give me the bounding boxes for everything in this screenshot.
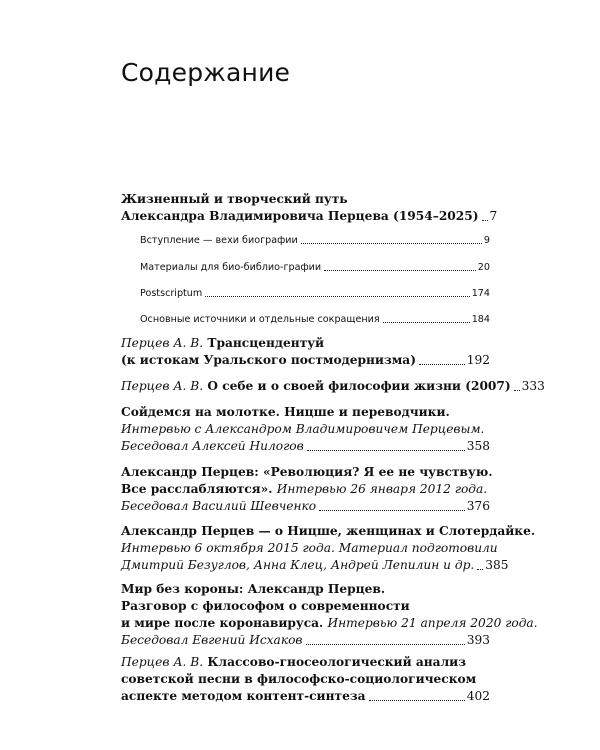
page-number: 385 <box>485 558 509 572</box>
toc-entry-nietzsche[interactable]: Александр Перцев — о Ницше, женщинах и Слотердайке. Интервью 6 октября 2015 года. Материал подготовили Дмитрий Безуглов, Анна Клец, Андрей Лепилин и др. 385 <box>121 524 536 572</box>
page-number: 333 <box>521 379 545 393</box>
dot-leader <box>369 700 465 701</box>
toc-entry-transcenduj[interactable]: Перцев А. В. Трансцендентуй (к истокам Уральского постмодернизма) 192 <box>121 336 490 367</box>
toc-entry-about-self[interactable]: Перцев А. В. О себе и о своей философии жизни (2007) 333 <box>121 379 545 393</box>
dot-leader <box>301 243 482 244</box>
dot-leader <box>205 296 469 297</box>
dot-leader <box>307 450 465 451</box>
author-name: Перцев А. В. <box>121 336 204 350</box>
toc-subentry[interactable]: Вступление — вехи биографии 9 <box>140 235 490 246</box>
toc-entry-revolution[interactable]: Александр Перцев: «Революция? Я ее не чувствую. Все расслабляются». Интервью 26 января 2012 года. Беседовал Василий Шевченко 376 <box>121 465 493 513</box>
dot-leader <box>383 322 470 323</box>
dot-leader <box>324 270 476 271</box>
toc-entry-line: Александра Владимировича Перцева (1954–2025) 7 <box>121 209 498 223</box>
toc-entry-line: Жизненный и творческий путь <box>121 192 348 206</box>
toc-subentry[interactable]: Основные источники и отдельные сокращения 184 <box>140 314 490 325</box>
toc-entry-world-without-crown[interactable]: Мир без короны: Александр Перцев. Разговор с философом о современности и мире после коронавируса. Интервью 21 апреля 2020 года. Беседовал Евгений Исхаков 393 <box>121 582 538 647</box>
author-name: Перцев А. В. <box>121 379 204 393</box>
dot-leader <box>306 644 465 645</box>
page-number: 9 <box>483 235 490 246</box>
toc-entry-hammer[interactable]: Сойдемся на молотке. Ницше и переводчики. Интервью с Александром Владимировичем Перцевым. Беседовал Алексей Нилогов 358 <box>121 405 490 453</box>
dot-leader <box>482 220 488 221</box>
page-title: Содержание <box>121 58 291 87</box>
dot-leader <box>319 510 465 511</box>
dot-leader <box>514 390 520 391</box>
page-number: 192 <box>466 353 490 367</box>
toc-entry-life-path[interactable] <box>121 191 498 225</box>
dot-leader <box>419 364 465 365</box>
page-number: 7 <box>489 209 498 223</box>
page-number: 402 <box>466 689 490 703</box>
page-number: 174 <box>471 288 490 299</box>
toc-entry-song-analysis[interactable]: Перцев А. В. Классово-гносеологический анализ советской песни в философско-социологическом аспекте методом контент-синтеза 402 <box>121 655 490 703</box>
page-number: 358 <box>466 439 490 453</box>
page-number: 184 <box>471 314 490 325</box>
dot-leader <box>477 569 483 570</box>
toc-subentry[interactable]: Материалы для био-библио-графии 20 <box>140 262 490 273</box>
page-number: 20 <box>477 262 490 273</box>
toc-subentry[interactable]: Postscriptum 174 <box>140 288 490 299</box>
author-name: Перцев А. В. <box>121 655 204 669</box>
page-number: 376 <box>466 499 490 513</box>
page-number: 393 <box>466 633 490 647</box>
